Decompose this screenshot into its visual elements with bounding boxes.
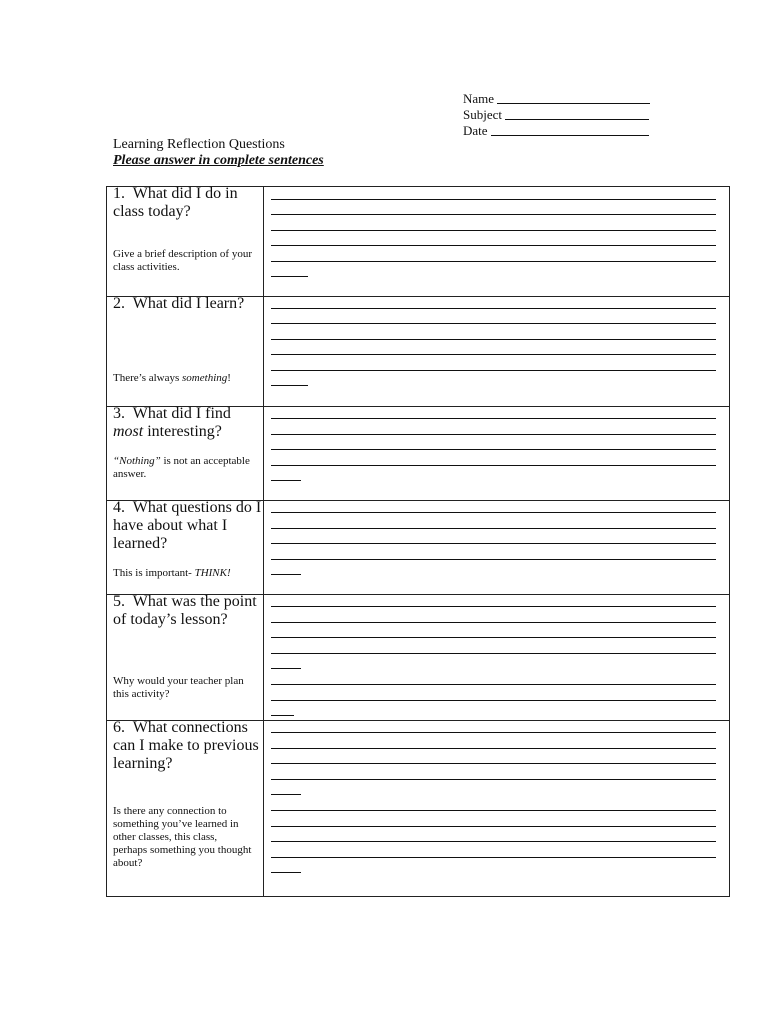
answer-cell-3[interactable] [264,407,730,501]
answer-line[interactable] [271,339,716,340]
question-label-2: What did I learn? [132,295,245,312]
question-cell-6 [107,721,264,897]
answer-line-short[interactable] [271,794,301,795]
answer-line[interactable] [271,214,716,215]
question-number-6: 6. [113,719,125,736]
hint-3-after: is not an acceptable answer. [113,455,250,480]
answer-line[interactable] [271,857,716,858]
date-field[interactable] [463,123,663,139]
reflection-table [106,186,730,897]
answer-line[interactable] [271,245,716,246]
question-row-6 [107,721,730,897]
answer-cell-5[interactable] [264,595,730,721]
question-text-2 [113,295,263,313]
answer-line[interactable] [271,512,716,513]
answer-line[interactable] [271,841,716,842]
answer-line[interactable] [271,684,716,685]
question-hint-3 [113,455,253,481]
answer-line[interactable] [271,559,716,560]
answer-line[interactable] [271,230,716,231]
name-field[interactable] [463,91,663,107]
answer-cell-2[interactable] [264,297,730,407]
answer-line-short[interactable] [271,574,301,575]
answer-line-short[interactable] [271,872,301,873]
answer-line[interactable] [271,418,716,419]
question-label-1: What did I do in class today? [113,185,238,220]
question-row-3 [107,407,730,501]
subject-field[interactable] [463,107,663,123]
answer-line[interactable] [271,465,716,466]
question-number-3: 3. [113,405,125,422]
answer-line[interactable] [271,606,716,607]
question-cell-2 [107,297,264,407]
question-row-2 [107,297,730,407]
question-text-3 [113,405,263,441]
answer-line[interactable] [271,748,716,749]
hint-3-emphasis: “Nothing” [113,455,161,467]
answer-cell-6[interactable] [264,721,730,897]
question-hint-4 [113,567,253,580]
hint-2-after: ! [227,372,231,384]
answer-line-short[interactable] [271,715,294,716]
worksheet-title: Learning Reflection Questions [113,137,285,152]
answer-line[interactable] [271,354,716,355]
answer-line-short[interactable] [271,385,308,386]
answer-line-short[interactable] [271,668,301,669]
question-row-1 [107,187,730,297]
question-text-4 [113,499,263,553]
question-number-4: 4. [113,499,125,516]
answer-line[interactable] [271,261,716,262]
answer-line[interactable] [271,653,716,654]
answer-line[interactable] [271,308,716,309]
answer-cell-1[interactable] [264,187,730,297]
question-row-4 [107,501,730,595]
answer-line[interactable] [271,199,716,200]
question-hint-6: Is there any connection to something you’ve learned in other classes, this class, perhaps something you thought about? [113,805,252,869]
subject-label: Subject [463,107,502,122]
answer-line[interactable] [271,826,716,827]
answer-line[interactable] [271,449,716,450]
answer-line[interactable] [271,622,716,623]
question-label-6: What connections can I make to previous learning? [113,719,259,772]
instruction-text: Please answer in complete sentences [113,153,324,168]
question-text-1 [113,185,263,221]
answer-cell-4[interactable] [264,501,730,595]
answer-line[interactable] [271,700,716,701]
question-label-5: What was the point of today’s lesson? [113,593,257,628]
question-cell-4 [107,501,264,595]
question-number-5: 5. [113,593,125,610]
question-text-5 [113,593,263,629]
question-hint-1: Give a brief description of your class activities. [113,248,252,273]
answer-line-short[interactable] [271,276,308,277]
date-label: Date [463,123,488,138]
answer-line[interactable] [271,528,716,529]
question-number-1: 1. [113,185,125,202]
hint-2-before: There’s always [113,372,183,384]
student-info-fields [463,91,663,139]
name-label: Name [463,91,495,106]
question-hint-2 [113,372,253,385]
question-label-4: What questions do I have about what I learned? [113,499,262,552]
answer-line[interactable] [271,370,716,371]
question-label-3-before: What did I find [132,405,231,422]
answer-line[interactable] [271,763,716,764]
question-cell-5 [107,595,264,721]
answer-line[interactable] [271,543,716,544]
question-cell-3 [107,407,264,501]
date-blank[interactable] [491,123,649,136]
answer-line[interactable] [271,323,716,324]
answer-line-short[interactable] [271,480,301,481]
name-blank[interactable] [497,91,650,104]
answer-line[interactable] [271,637,716,638]
hint-4-emphasis: THINK! [194,567,231,579]
subject-blank[interactable] [505,107,649,120]
question-number-2: 2. [113,295,125,312]
answer-line[interactable] [271,732,716,733]
answer-line[interactable] [271,810,716,811]
hint-4-before: This is important- [113,567,195,579]
question-label-3-after: interesting? [143,423,222,440]
question-hint-5: Why would your teacher plan this activity? [113,675,244,700]
question-text-6 [113,719,263,773]
answer-line[interactable] [271,779,716,780]
hint-2-emphasis: something [182,372,228,384]
question-cell-1 [107,187,264,297]
answer-line[interactable] [271,434,716,435]
question-row-5 [107,595,730,721]
question-label-3-emphasis: most [113,423,144,440]
